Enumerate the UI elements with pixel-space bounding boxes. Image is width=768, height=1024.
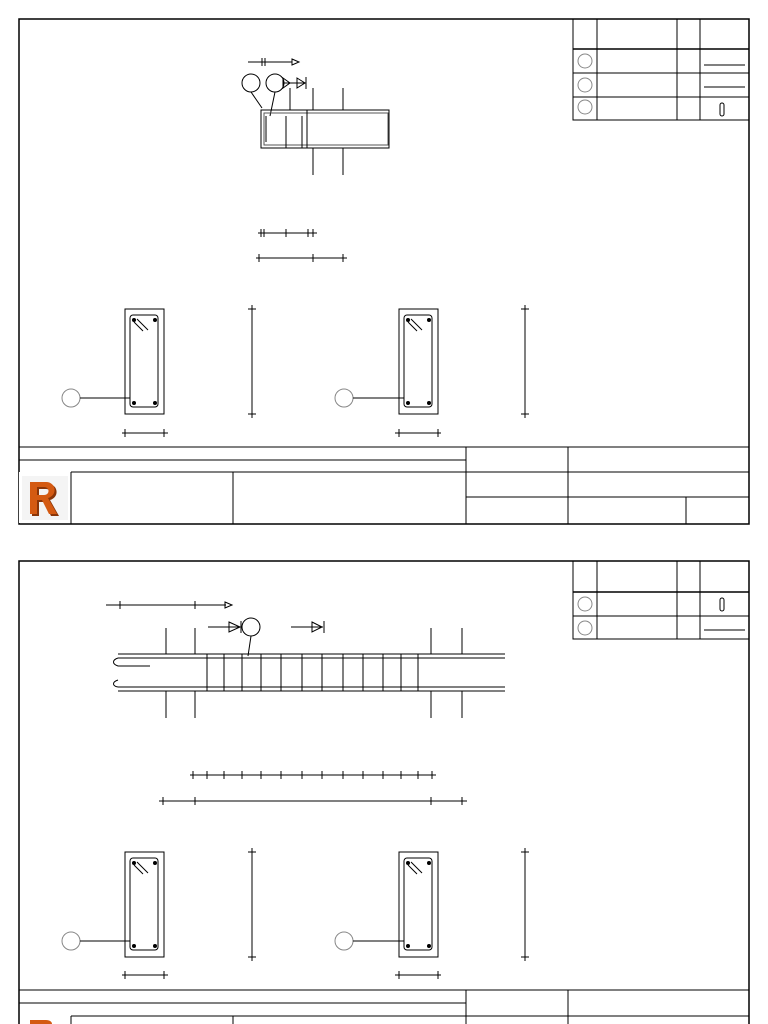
- sheet-top: [19, 19, 749, 524]
- section-mark-icon: [578, 54, 592, 68]
- section-callout-icon: [335, 389, 353, 407]
- dimension-string: [159, 797, 467, 805]
- bar-symbol-icon: [720, 103, 724, 116]
- dimension-string: [190, 771, 436, 779]
- dimension-string: [258, 229, 317, 237]
- section-callout-icon: [62, 932, 80, 950]
- section-mark-icon: [578, 100, 592, 114]
- section-mark-icon: [578, 597, 592, 611]
- section-detail: [62, 305, 256, 437]
- sheet-bottom: [19, 561, 749, 1024]
- title-block: [19, 447, 749, 524]
- section-mark-icon: [578, 78, 592, 92]
- rebar-schedule-table: [573, 561, 749, 639]
- section-callout-icon: [242, 618, 260, 636]
- section-callout-icon: [242, 74, 260, 92]
- section-callout-icon: [62, 389, 80, 407]
- section-callout-icon: [335, 932, 353, 950]
- section-detail: [335, 305, 529, 437]
- beam-elevation: [242, 58, 389, 175]
- section-detail: [335, 848, 529, 979]
- revit-logo-icon: [22, 476, 68, 520]
- title-block: [19, 990, 749, 1024]
- rebar-schedule-table: [573, 19, 749, 120]
- sheet-border: [19, 561, 749, 1024]
- sheet-border: [19, 19, 749, 524]
- bar-symbol-icon: [720, 598, 724, 611]
- beam-elevation: [106, 601, 505, 718]
- section-detail: [62, 848, 256, 979]
- revit-logo-icon: [30, 1020, 52, 1024]
- dimension-string: [256, 254, 347, 262]
- section-mark-icon: [578, 621, 592, 635]
- section-callout-icon: [266, 74, 284, 92]
